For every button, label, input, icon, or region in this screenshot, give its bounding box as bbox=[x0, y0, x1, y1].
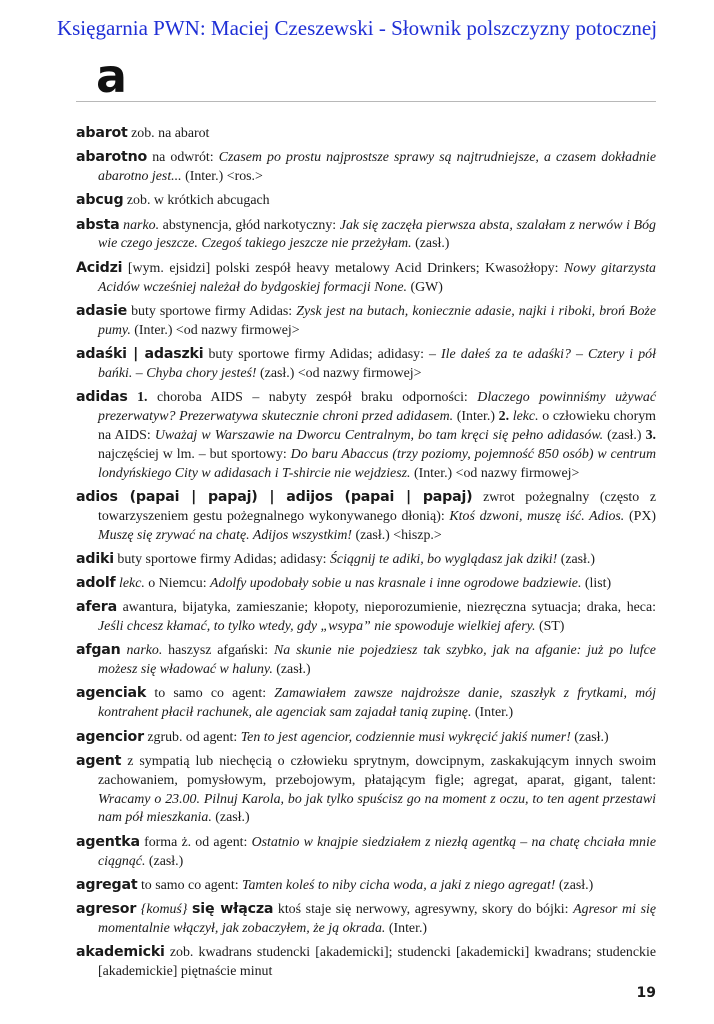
entry-headword: adolf bbox=[76, 575, 116, 591]
dictionary-entry bbox=[76, 124, 656, 144]
dictionary-entry bbox=[76, 388, 656, 484]
entry-definition: haszysz afgański: bbox=[162, 643, 275, 659]
entry-headword: adiki bbox=[76, 550, 114, 567]
entry-definition: (zasł.) bbox=[211, 810, 250, 826]
entry-definition: zgrub. od agent: bbox=[147, 729, 241, 745]
entry-definition: (zasł.) bbox=[555, 877, 594, 893]
entry-definition: z sympatią lub niechęcią o człowieku sprytnym, dowcipnym, zaskakującym innych swoim zachowaniem, pomysłowym, przebojowym, płatającym figle; agregat, aparat, gigant, talent: bbox=[98, 753, 656, 788]
entry-definition: najczęściej w lm. – but sportowy: bbox=[98, 446, 291, 462]
entry-definition: (zasł.) <od nazwy firmowej> bbox=[256, 365, 422, 381]
entry-definition: (GW) bbox=[407, 279, 443, 295]
entry-definition: (list) bbox=[581, 576, 612, 591]
entry-definition: (Inter.) <od nazwy firmowej> bbox=[130, 322, 300, 338]
entry-example: narko. bbox=[126, 643, 163, 659]
page-header-title: Księgarnia PWN: Maciej Czeszewski - Słownik polszczyzny potocznej bbox=[56, 16, 658, 40]
entry-example: Wracamy o 23.00. Pilnuj Karola, bo jak tylko spuścisz go na moment z oczu, to ten agent przestawi nam pół mieszkania. bbox=[98, 791, 656, 826]
entry-example: Ten to jest agencior, codziennie musi wykręcić jakiś numer! bbox=[240, 729, 571, 745]
entry-example: lekc. bbox=[512, 408, 539, 424]
entry-headword: agencior bbox=[76, 728, 144, 745]
entry-definition: (zasł.) bbox=[272, 662, 311, 678]
entry-definition: (Inter.) <od nazwy firmowej> bbox=[410, 465, 580, 481]
entry-example: Uważaj w Warszawie na Dworcu Centralnym, bo tam kręci się pełno adidasów. bbox=[154, 427, 604, 443]
entry-definition: (zasł.) bbox=[145, 853, 184, 869]
entry-example: Czasem po prostu najprostsze sprawy są najtrudniejsze, a czasem dokładnie abarotno jest... bbox=[98, 150, 656, 185]
entry-definition: zob. na abarot bbox=[131, 126, 210, 141]
entry-example: Jeśli chcesz kłamać, to tylko wtedy, gdy „wsypa” nie spowoduje wielkiej afery. bbox=[98, 619, 536, 635]
entry-example: Agresor mi się momentalnie włączył, jak zobaczyłem, że ją okrada. bbox=[98, 901, 656, 936]
dictionary-entry bbox=[76, 345, 656, 384]
entry-example: Do baru Abaccus (trzy poziomy, pojemność 850 osób) w centrum londyńskiego City w adidasach i T-shircie nie wejdziesz. bbox=[98, 446, 656, 481]
dictionary-entry bbox=[76, 684, 656, 723]
entry-example: Ściągnij te adiki, bo wyglądasz jak dziki! bbox=[329, 551, 558, 567]
dictionary-entry bbox=[76, 641, 656, 680]
page-number: 19 bbox=[636, 985, 656, 1001]
entry-subheadword: się włącza bbox=[192, 900, 274, 917]
dictionary-entry bbox=[76, 550, 656, 570]
dictionary-entry bbox=[76, 900, 656, 939]
dictionary-entry bbox=[76, 752, 656, 829]
entry-definition: (zasł.) bbox=[603, 427, 646, 443]
entry-definition: choroba AIDS – nabyty zespół braku odporności: bbox=[147, 389, 478, 405]
entry-example: {komuś} bbox=[140, 901, 193, 917]
entry-definition: (zasł.) bbox=[557, 551, 596, 567]
entry-headword: adaśki | adaszki bbox=[76, 345, 204, 362]
entry-definition: awantura, bijatyka, zamieszanie; kłopoty, nieporozumienie, niezręczna sytuacja; draka, heca: bbox=[122, 600, 656, 616]
entry-definition: forma ż. od agent: bbox=[144, 834, 252, 850]
entry-headword: agenciak bbox=[76, 685, 147, 702]
entry-example: narko. bbox=[123, 217, 160, 233]
entry-example: Zysk jest na butach, koniecznie adasie, najki i riboki, broń Boże pumy. bbox=[98, 303, 656, 338]
entry-definition: o Niemcu: bbox=[144, 576, 211, 591]
entry-headword: akademicki bbox=[76, 944, 165, 961]
dictionary-entry bbox=[76, 943, 656, 982]
entry-definition: buty sportowe firmy Adidas; adidasy: bbox=[117, 551, 330, 567]
entry-definition: na odwrót: bbox=[152, 150, 219, 166]
entry-headword: agent bbox=[76, 752, 122, 769]
dictionary-entry bbox=[76, 216, 656, 255]
entry-headword: agregat bbox=[76, 876, 138, 893]
entry-definition: 2. bbox=[498, 408, 510, 424]
dictionary-entry bbox=[76, 488, 656, 546]
entry-definition: zob. kwadrans studencki [akademicki]; studencki [akademicki] kwadrans; studenckie [akademickie] piętnaście minut bbox=[98, 945, 656, 979]
entry-example: Ktoś dzwoni, muszę iść. Adios. bbox=[449, 508, 625, 524]
entry-example: Dlaczego powinniśmy używać prezerwatyw? Prezerwatywa skutecznie chroni przed adidasem. bbox=[98, 389, 656, 424]
entry-example: Ostatnio w knajpie siedziałem z niezłą agentką – na chatę chciała mnie ciągnąć. bbox=[98, 834, 656, 869]
entry-definition: abstynencja, głód narkotyczny: bbox=[159, 217, 340, 233]
entry-headword: Acidzi bbox=[76, 259, 123, 276]
dictionary-entry bbox=[76, 574, 656, 594]
entry-definition: (Inter.) bbox=[453, 408, 499, 424]
dictionary-entry bbox=[76, 148, 656, 187]
section-letter: a bbox=[96, 49, 128, 103]
entry-headword: adidas bbox=[76, 388, 128, 405]
entry-example: lekc. bbox=[119, 576, 145, 591]
entry-example: Jak się zaczęła pierwsza absta, szalałam z nerwów i Bóg wie czego jeszcze. Czegoś takiego jeszcze nie przeżyłam. bbox=[98, 217, 656, 252]
entry-definition: (PX) bbox=[624, 508, 656, 524]
entry-example: Na skunie nie pojedziesz tak szybko, jak na afganie: już po lufce możesz się władować w haluny. bbox=[98, 643, 656, 678]
dictionary-entries bbox=[76, 124, 656, 986]
dictionary-entry bbox=[76, 728, 656, 748]
entry-definition: 1. bbox=[137, 389, 148, 405]
entry-headword: absta bbox=[76, 216, 120, 233]
entry-example: – Ile dałeś za te adaśki? – Cztery i pół bańki. – Chyba chory jesteś! bbox=[98, 346, 656, 381]
dictionary-entry bbox=[76, 598, 656, 637]
entry-definition: ktoś staje się nerwowy, agresywny, skory do bójki: bbox=[273, 901, 574, 917]
entry-example: Nowy gitarzysta Acidów wcześniej należał do bydgoskiej formacji None. bbox=[98, 260, 657, 295]
entry-definition: zwrot pożegnalny (często z towarzyszeniem gestu pożegnalnego wykonywanego dłonią): bbox=[98, 489, 656, 524]
entry-headword: adasie bbox=[76, 302, 128, 319]
entry-definition: (zasł.) bbox=[411, 236, 450, 252]
dictionary-entry bbox=[76, 302, 656, 341]
entry-definition: (Inter.) bbox=[471, 705, 514, 721]
entry-example: Zamawiałem zawsze najdroższe danie, szaszłyk z frytkami, mój kontrahent płacił rachunek, ale agenciak sam zajadał tanią zupinę. bbox=[98, 686, 656, 721]
entry-headword: adios (papai | papaj) | adijos (papai | papaj) bbox=[76, 488, 473, 505]
entry-headword: abarot bbox=[76, 125, 128, 141]
entry-definition: [wym. ejsidzi] polski zespół heavy metalowy Acid Drinkers; Kwasożłopy: bbox=[127, 260, 565, 276]
entry-definition: buty sportowe firmy Adidas; adidasy: bbox=[208, 346, 430, 362]
entry-definition: (Inter.) bbox=[385, 920, 428, 936]
entry-definition: 3. bbox=[645, 427, 657, 443]
entry-headword: afgan bbox=[76, 642, 121, 659]
entry-headword: abcug bbox=[76, 192, 124, 209]
entry-example: Adolfy upodobały sobie u nas krasnale i inne ogrodowe badziewie. bbox=[210, 576, 582, 591]
entry-definition: zob. w krótkich abcugach bbox=[126, 193, 270, 209]
entry-example: Tamten koleś to niby cicha woda, a jaki z niego agregat! bbox=[242, 877, 556, 893]
entry-definition: to samo co agent: bbox=[154, 686, 275, 702]
entry-definition: (zasł.) bbox=[570, 729, 609, 745]
dictionary-entry bbox=[76, 191, 656, 211]
entry-definition: (Inter.) <ros.> bbox=[181, 169, 263, 185]
entry-example: Muszę się zrywać na chatę. Adijos wszystkim! bbox=[98, 527, 352, 543]
entry-definition: (ST) bbox=[535, 619, 565, 635]
entry-headword: abarotno bbox=[76, 149, 148, 166]
entry-definition: buty sportowe firmy Adidas: bbox=[131, 303, 297, 319]
entry-definition: o człowieku chorym na AIDS: bbox=[98, 408, 656, 443]
header-divider bbox=[76, 101, 656, 102]
entry-headword: afera bbox=[76, 599, 117, 616]
dictionary-entry bbox=[76, 833, 656, 872]
dictionary-entry bbox=[76, 876, 656, 896]
entry-headword: agentka bbox=[76, 833, 140, 850]
entry-headword: agresor bbox=[76, 900, 137, 917]
dictionary-entry bbox=[76, 259, 656, 298]
entry-definition: (zasł.) <hiszp.> bbox=[352, 527, 442, 543]
entry-definition: to samo co agent: bbox=[140, 877, 243, 893]
